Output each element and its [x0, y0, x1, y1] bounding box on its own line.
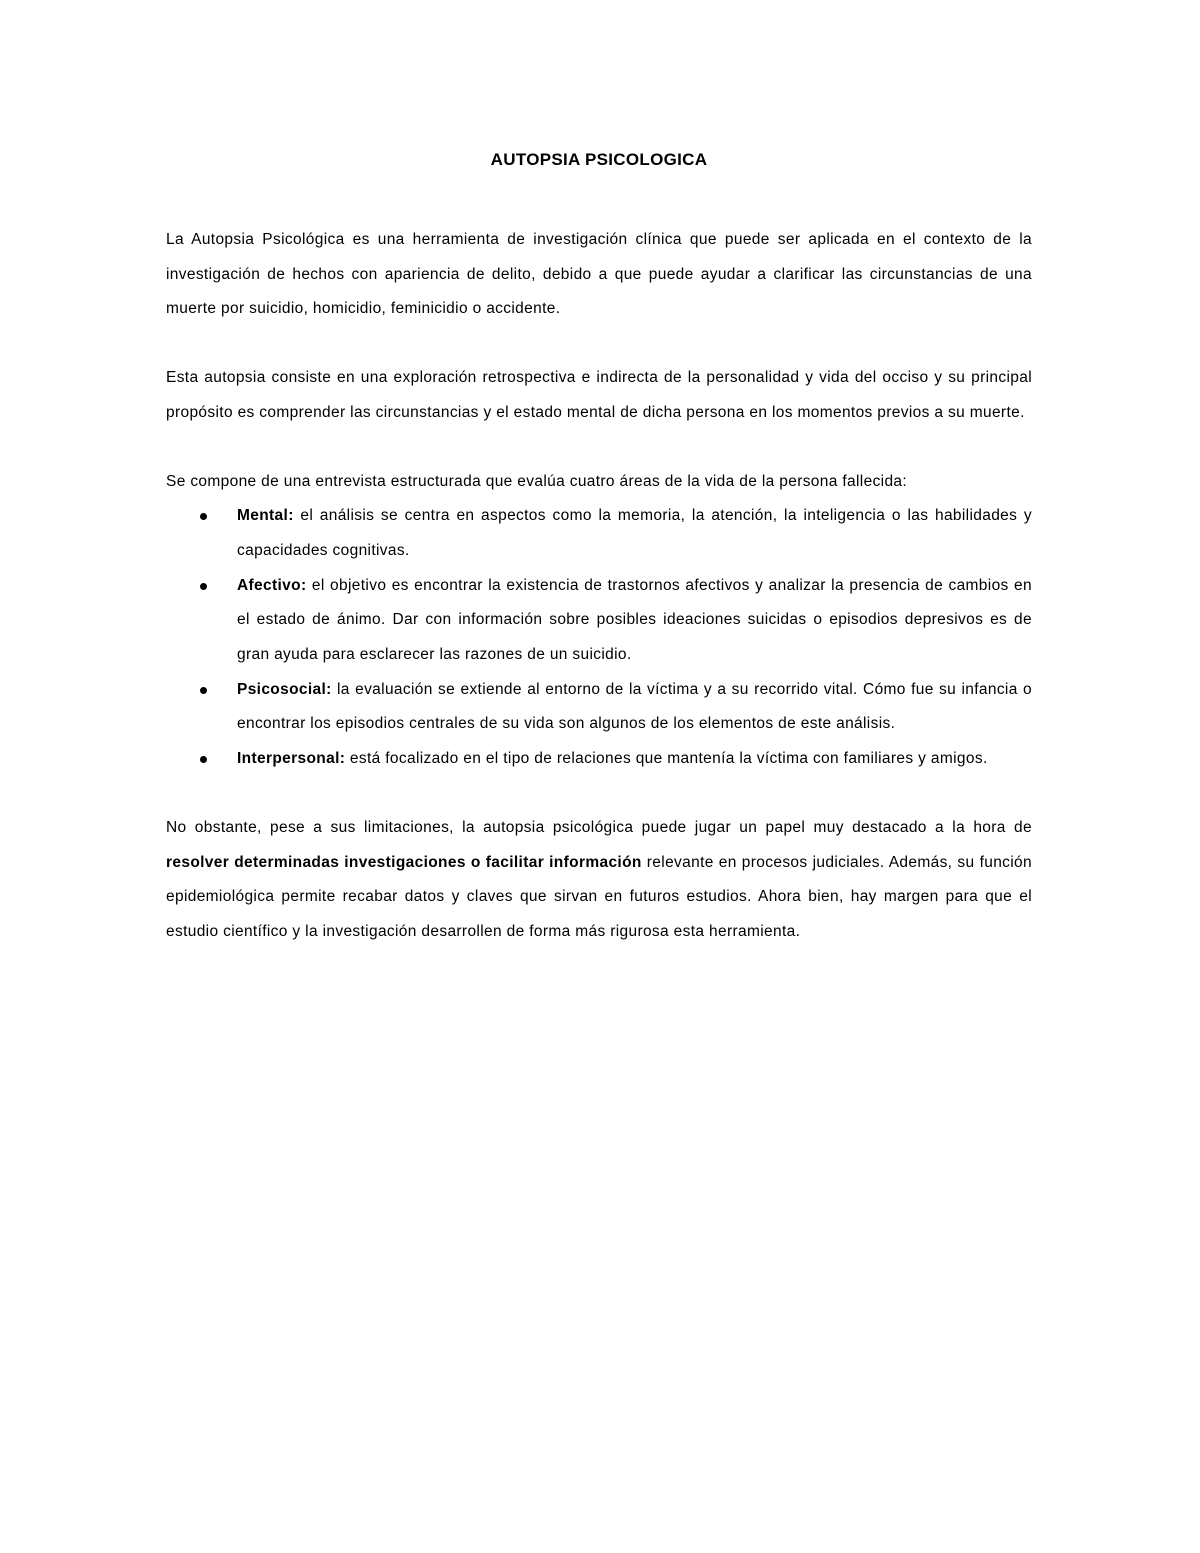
area-term: Afectivo:	[237, 576, 307, 594]
bullet-icon	[200, 513, 207, 520]
area-term: Mental:	[237, 507, 294, 525]
list-item-interpersonal	[166, 742, 1032, 777]
area-description: está focalizado en el tipo de relaciones que mantenía la víctima con familiares y amigos.	[345, 750, 988, 768]
bullet-icon	[200, 583, 207, 590]
area-term: Interpersonal:	[237, 750, 346, 768]
conclusion-text-end: relevante en procesos judiciales. Además, su función epidemiológica permite recabar datos y claves que sirvan en futuros estudios. Ahora bien, hay margen para que el estudio científico y la investigación desarrollen de forma más rigurosa esta herramienta.	[166, 853, 1032, 940]
area-description: el objetivo es encontrar la existencia de trastornos afectivos y analizar la presencia de cambios en el estado de ánimo. Dar con información sobre posibles ideaciones suicidas o episodios depresivos es de gran ayuda para esclarecer las razones de un suicidio.	[237, 576, 1032, 664]
conclusion-text-start: No obstante, pese a sus limitaciones, la autopsia psicológica puede jugar un papel muy destacado a la hora de	[166, 818, 1032, 836]
paragraph-areas-intro: Se compone de una entrevista estructurada que evalúa cuatro áreas de la vida de la persona fallecida:	[166, 472, 908, 490]
area-description: la evaluación se extiende al entorno de la víctima y a su recorrido vital. Cómo fue su infancia o encontrar los episodios centrales de su vida son algunos de los elementos de este análisis.	[237, 680, 1032, 733]
paragraph-conclusion	[166, 811, 1032, 950]
paragraph-definition: La Autopsia Psicológica es una herramienta de investigación clínica que puede ser aplicada en el contexto de la investigación de hechos con apariencia de delito, debido a que puede ayudar a clarificar las circunstancias de una muerte por suicidio, homicidio, feminicidio o accidente.	[166, 231, 1032, 318]
area-term: Psicosocial:	[237, 680, 332, 698]
document-title: AUTOPSIA PSICOLOGICA	[490, 150, 708, 169]
areas-list	[166, 499, 1032, 777]
paragraph-purpose: Esta autopsia consiste en una exploración retrospectiva e indirecta de la personalidad y vida del occiso y su principal propósito es comprender las circunstancias y el estado mental de dicha persona en los momentos previos a su muerte.	[166, 369, 1032, 421]
bullet-icon	[200, 756, 207, 763]
list-item-afectivo	[166, 569, 1032, 673]
list-item-mental	[166, 499, 1032, 568]
document-page	[166, 145, 1032, 984]
bullet-icon	[200, 687, 207, 694]
conclusion-bold-phrase: resolver determinadas investigaciones o facilitar información	[166, 853, 642, 871]
list-item-psicosocial	[166, 673, 1032, 742]
area-description: el análisis se centra en aspectos como la memoria, la atención, la inteligencia o las habilidades y capacidades cognitivas.	[237, 507, 1032, 559]
